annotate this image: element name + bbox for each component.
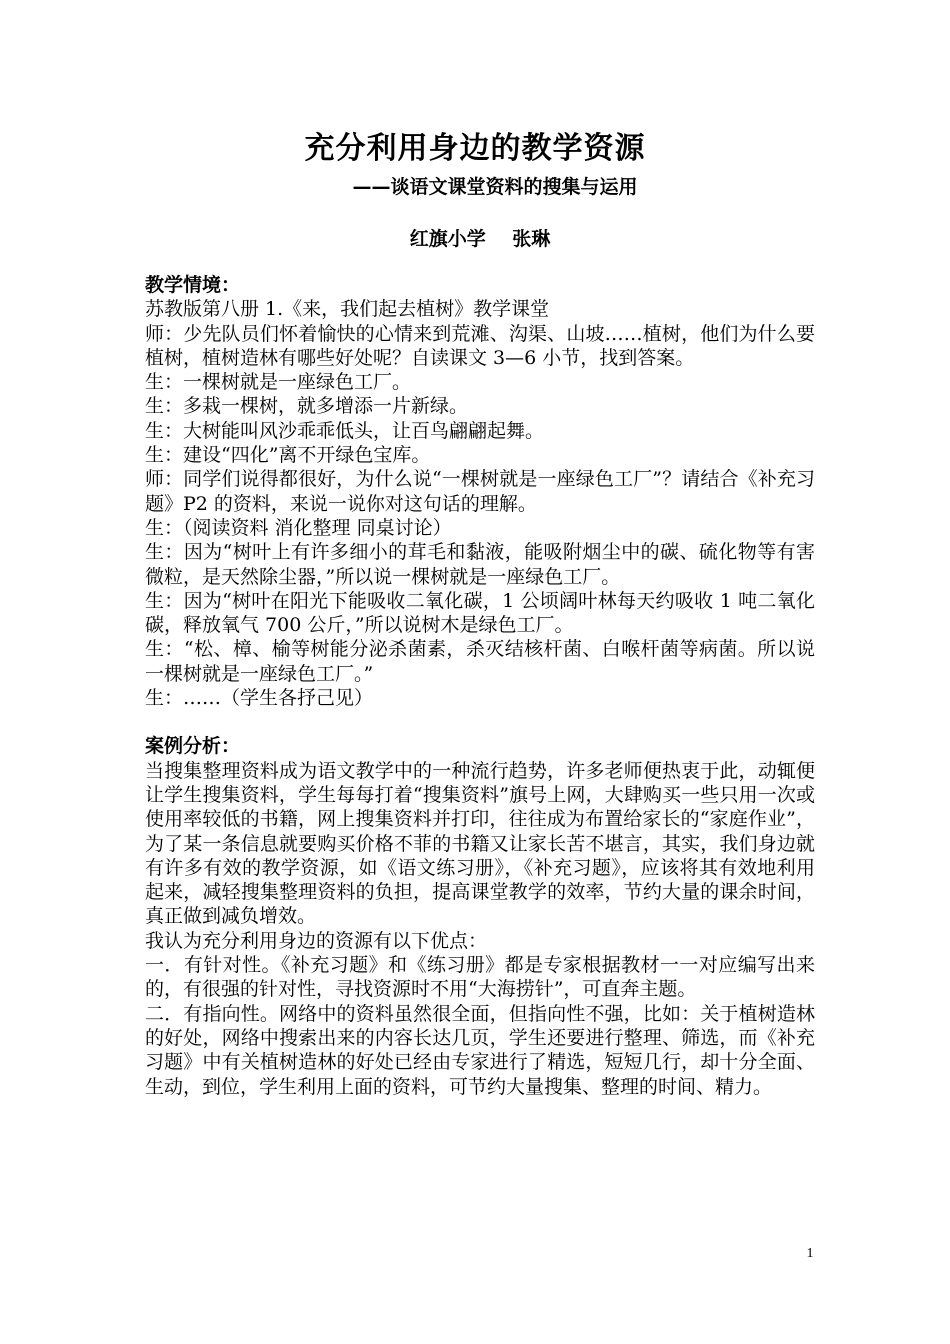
document-subtitle: ——谈语文课堂资料的搜集与运用 bbox=[352, 176, 638, 198]
paragraph: 苏教版第八册 1.《来，我们起去植树》教学课堂 bbox=[145, 298, 550, 321]
paragraph: 生：因为“树叶上有许多细小的茸毛和黏液，能吸附烟尘中的碳、硫化物等有害微粒，是天然除尘器，”所以说一棵树就是一座绿色工厂。 bbox=[145, 541, 815, 588]
section-spacer bbox=[145, 710, 815, 734]
section-heading-case-analysis: 案例分析： bbox=[145, 735, 241, 758]
document-body bbox=[145, 273, 815, 1099]
paragraph: 当搜集整理资料成为语文教学中的一种流行趋势，许多老师便热衷于此，动辄便让学生搜集资料，学生每每打着“搜集资料”旗号上网，大肆购买一些只用一次或使用率较低的书籍，网上搜集资料并打印，往往成为布置给家长的“家庭作业”，为了某一条信息就要购买价格不菲的书籍又让家长苦不堪言，其实，我们身边就有许多有效的教学资源，如《语文练习册》，《补充习题》，应该将其有效地利用起来，减轻搜集整理资料的负担，提高课堂教学的效率，节约大量的课余时间，真正做到减负增效。 bbox=[145, 759, 815, 928]
page-number: 1 bbox=[806, 1246, 814, 1261]
paragraph: 生：一棵树就是一座绿色工厂。 bbox=[145, 371, 412, 394]
paragraph: 生：（阅读资料 消化整理 同桌讨论） bbox=[145, 516, 452, 539]
paragraph: 二．有指向性。网络中的资料虽然很全面，但指向性不强，比如：关于植树造林的好处，网络中搜索出来的内容长达几页，学生还要进行整理、筛选，而《补充习题》中有关植树造林的好处已经由专家进行了精选，短短几行，却十分全面、生动，到位，学生利用上面的资料，可节约大量搜集、整理的时间、精力。 bbox=[145, 1002, 815, 1098]
paragraph: 我认为充分利用身边的资源有以下优点： bbox=[145, 929, 488, 952]
paragraph: 一．有针对性。《补充习题》和《练习册》都是专家根据教材一一对应编写出来的，有很强的针对性，寻找资源时不用“大海捞针”，可直奔主题。 bbox=[145, 954, 815, 1001]
paragraph: 生：因为“树叶在阳光下能吸收二氧化碳，1 公顷阔叶林每天约吸收 1 吨二氧化碳，释放氧气 700 公斤，”所以说树木是绿色工厂。 bbox=[145, 589, 815, 637]
paragraph: 师：同学们说得都很好，为什么说“一棵树就是一座绿色工厂”？请结合《补充习题》P2 的资料，来说一说你对这句话的理解。 bbox=[145, 468, 815, 515]
paragraph: 生：“松、樟、榆等树能分泌杀菌素，杀灭结核杆菌、白喉杆菌等病菌。所以说一棵树就是一座绿色工厂。” bbox=[145, 638, 815, 685]
paragraph: 生：……（学生各抒己见） bbox=[145, 687, 374, 710]
author-line: 红旗小学 张琳 bbox=[409, 228, 551, 250]
section-heading-teaching-context: 教学情境： bbox=[145, 274, 241, 296]
paragraph: 师：少先队员们怀着愉快的心情来到荒滩、沟渠、山坡……植树，他们为什么要植树，植树造林有哪些好处呢？自读课文 3—6 小节，找到答案。 bbox=[145, 322, 815, 369]
paragraph: 生：建设“四化”离不开绿色宝库。 bbox=[145, 444, 431, 467]
document-title: 充分利用身边的教学资源 bbox=[304, 131, 646, 166]
paragraph: 生：多栽一棵树，就多增添一片新绿。 bbox=[145, 395, 469, 418]
paragraph: 生：大树能叫风沙乖乖低头，让百鸟翩翩起舞。 bbox=[145, 419, 545, 442]
